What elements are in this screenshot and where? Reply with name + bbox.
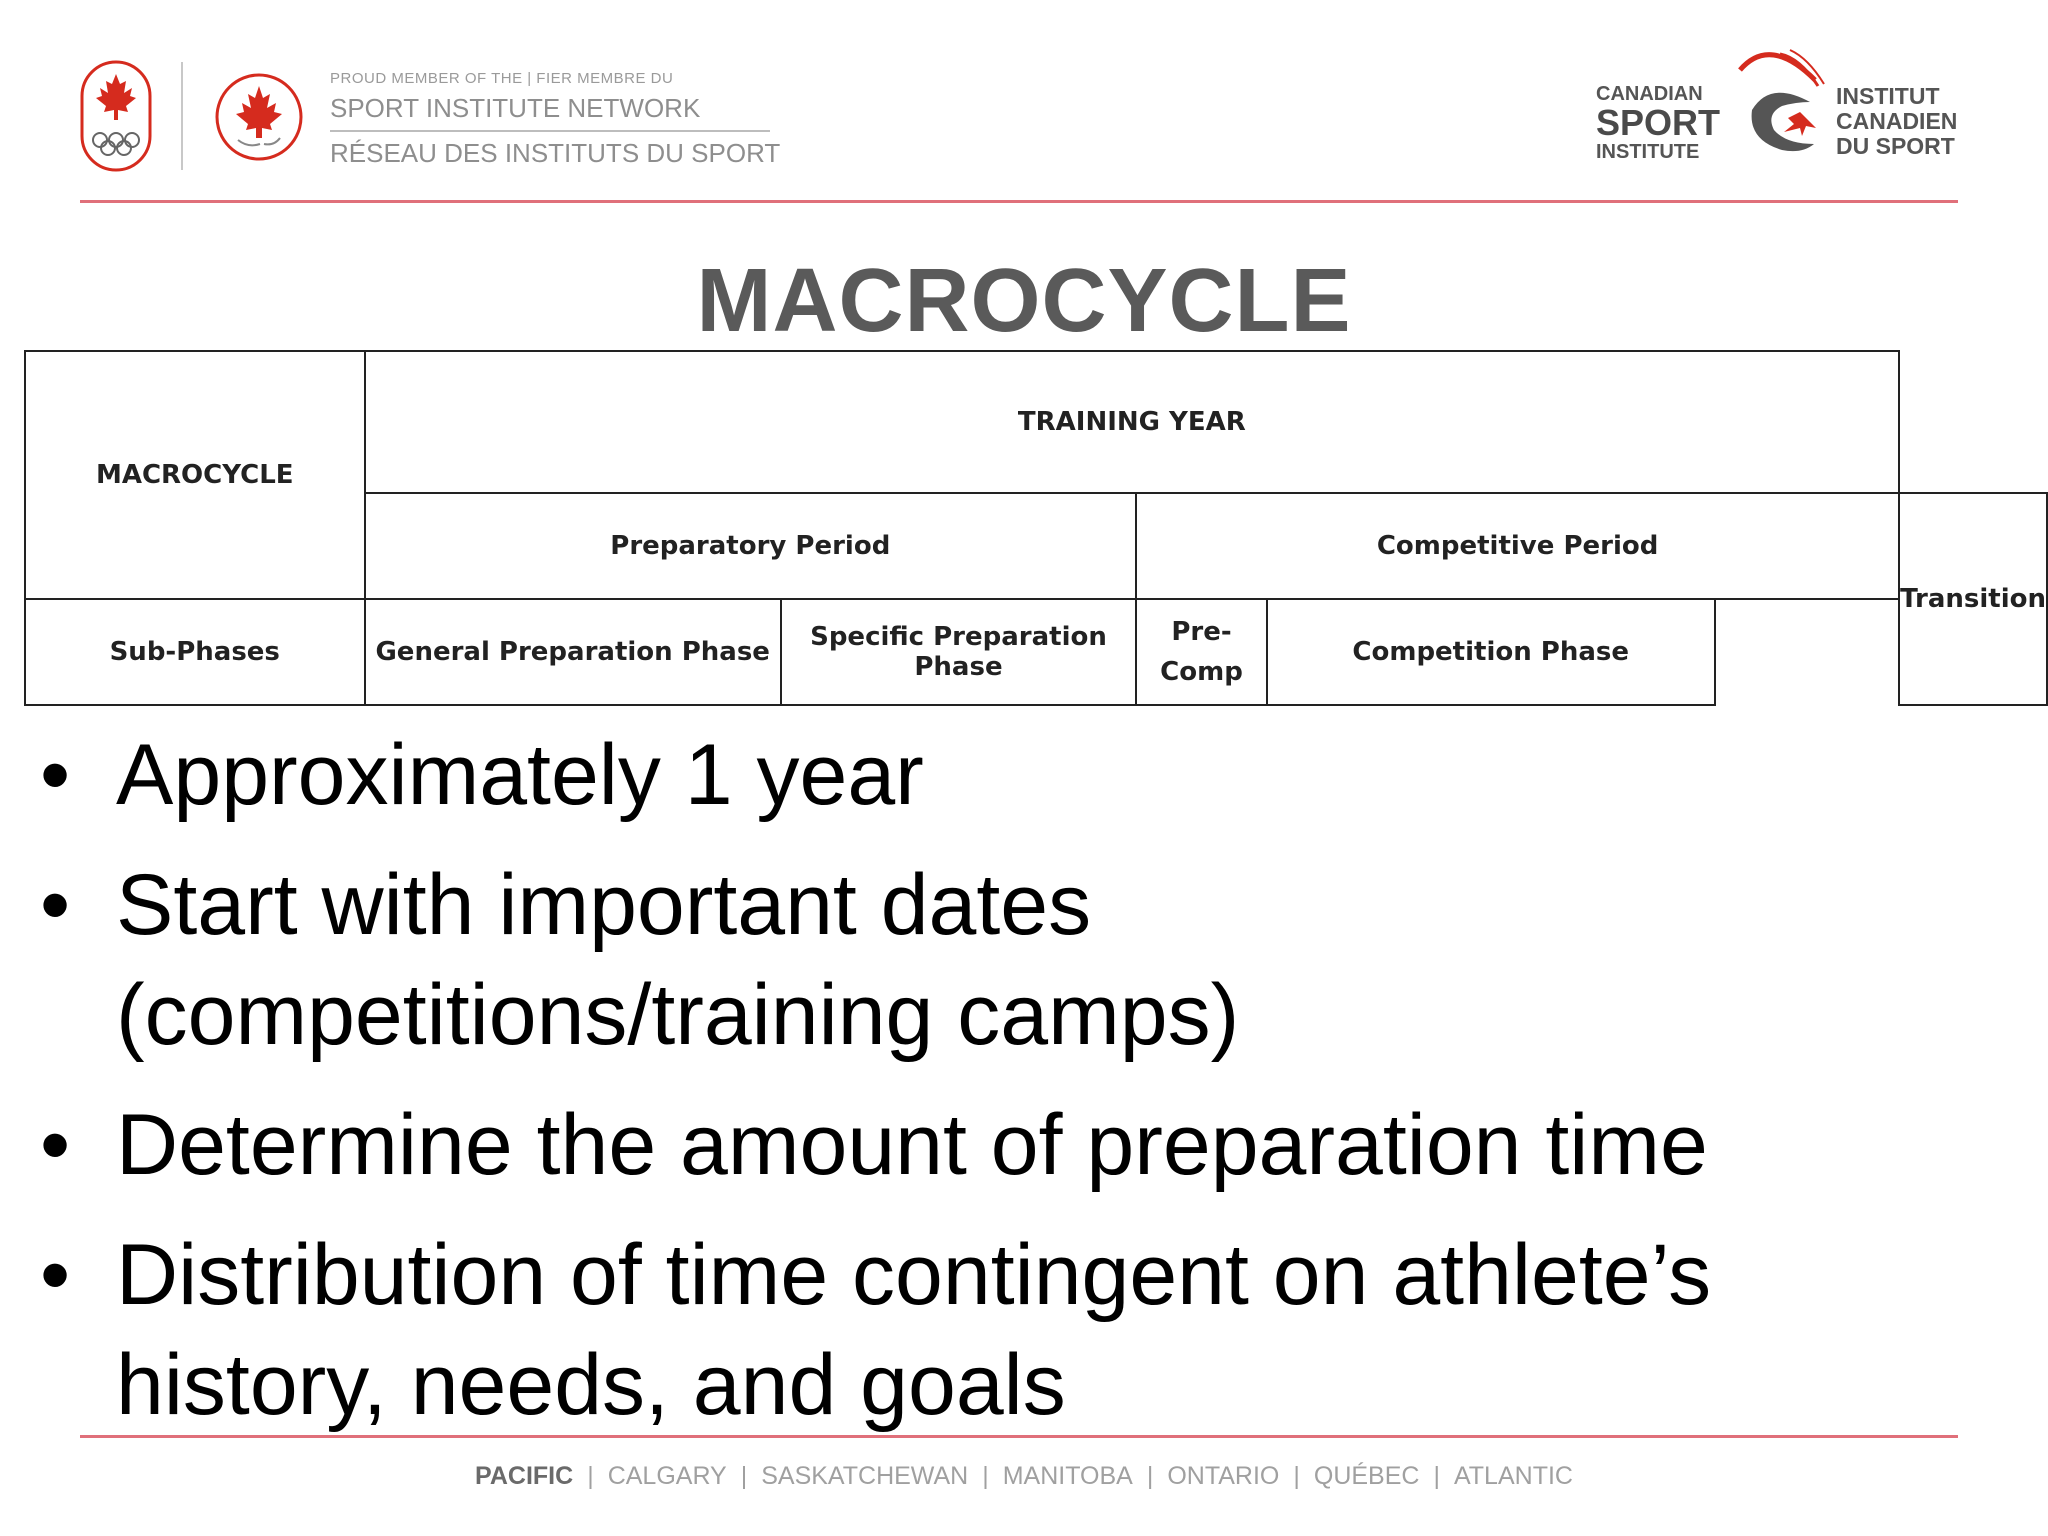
footer-separator: |	[740, 1462, 748, 1490]
csi-name-fr	[1836, 84, 1957, 159]
csi-fr-line1: INSTITUT	[1836, 83, 1940, 109]
footer-separator: |	[982, 1462, 989, 1490]
macrocycle-table	[24, 350, 2048, 706]
bullet-list	[40, 720, 2000, 1460]
region-quebec: QUÉBEC	[1313, 1462, 1420, 1490]
header-rule	[80, 200, 1958, 203]
network-member-text: PROUD MEMBER OF THE | FIER MEMBRE DU	[330, 70, 674, 87]
bullet-text: Start with important dates (competitions/training camps)	[116, 857, 1240, 1063]
footer-regions	[0, 1462, 2048, 1491]
csi-name-en	[1596, 84, 1720, 162]
bullet-icon: •	[40, 1227, 71, 1323]
network-name-en: SPORT INSTITUTE NETWORK	[330, 93, 701, 123]
csi-fr-line3: DU SPORT	[1836, 133, 1955, 159]
region-ontario: ONTARIO	[1167, 1462, 1280, 1490]
region-pacific: PACIFIC	[475, 1462, 574, 1490]
pre-comp-line2: Comp	[1160, 657, 1243, 687]
canadian-olympic-committee-logo	[80, 60, 152, 172]
bullet-item	[40, 1090, 2000, 1200]
footer-separator: |	[587, 1462, 594, 1490]
macrocycle-header-cell: MACROCYCLE	[25, 351, 365, 599]
canadian-paralympic-committee-logo	[214, 72, 304, 162]
bullet-icon: •	[40, 727, 71, 823]
csi-en-line3: INSTITUTE	[1596, 141, 1700, 163]
region-manitoba: MANITOBA	[1002, 1462, 1133, 1490]
competition-phase-cell: Competition Phase	[1267, 599, 1715, 705]
page-title: MACROCYCLE	[696, 251, 1352, 351]
bullet-icon: •	[40, 1097, 71, 1193]
bullet-text: Determine the amount of preparation time	[116, 1097, 1708, 1193]
network-name-fr: RÉSEAU DES INSTITUTS DU SPORT	[330, 138, 781, 168]
region-calgary: CALGARY	[607, 1462, 727, 1490]
footer-separator: |	[1433, 1462, 1440, 1490]
logo-divider	[181, 62, 183, 170]
specific-preparation-cell: Specific Preparation Phase	[781, 599, 1136, 705]
canadian-sport-institute-logo	[1730, 40, 1830, 160]
general-preparation-cell: General Preparation Phase	[365, 599, 781, 705]
slide-header	[0, 0, 2048, 210]
bullet-item	[40, 1220, 2000, 1440]
footer-separator: |	[1146, 1462, 1154, 1490]
footer-rule	[80, 1435, 1958, 1438]
preparatory-period-cell: Preparatory Period	[365, 493, 1137, 599]
region-atlantic: ATLANTIC	[1453, 1462, 1573, 1490]
bullet-item	[40, 720, 2000, 830]
bullet-text: Distribution of time contingent on athlete’s history, needs, and goals	[116, 1227, 1712, 1433]
pre-comp-cell	[1136, 599, 1267, 705]
bullet-item	[40, 850, 2000, 1070]
network-rule	[330, 130, 770, 132]
footer-separator: |	[1293, 1462, 1300, 1490]
csi-en-line2: SPORT	[1596, 102, 1721, 143]
pre-comp-line1: Pre-	[1171, 617, 1232, 647]
csi-fr-line2: CANADIEN	[1836, 108, 1958, 134]
csi-en-line1: CANADIAN	[1596, 83, 1703, 105]
region-saskatchewan: SASKATCHEWAN	[761, 1462, 969, 1490]
bullet-icon: •	[40, 857, 71, 953]
training-year-cell: TRAINING YEAR	[365, 351, 1900, 493]
transition-cell: Transition	[1899, 493, 2047, 705]
sub-phases-cell: Sub-Phases	[25, 599, 365, 705]
bullet-text: Approximately 1 year	[116, 727, 924, 823]
sport-institute-network	[330, 70, 780, 169]
competitive-period-cell: Competitive Period	[1136, 493, 1899, 599]
